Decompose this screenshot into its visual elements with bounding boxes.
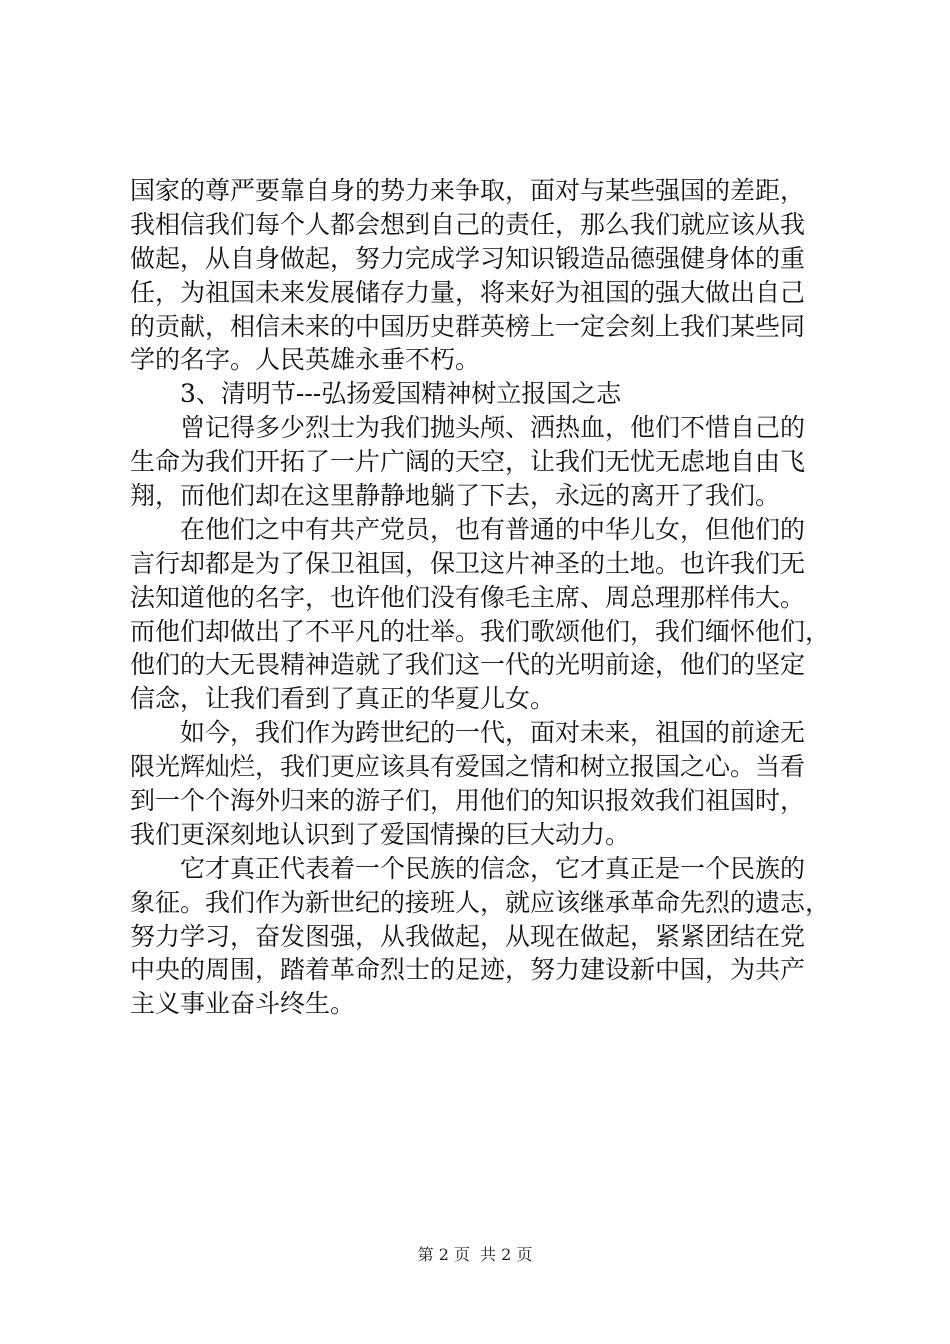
text-line: 做起，从自身做起，努力完成学习知识锻造品德强健身体的重 bbox=[130, 243, 806, 273]
text-line: 曾记得多少烈士为我们抛头颅、洒热血，他们不惜自己的 bbox=[180, 413, 806, 443]
text-line: 国家的尊严要靠自身的势力来争取，面对与某些强国的差距， bbox=[130, 176, 806, 205]
text-line: 主义事业奋斗终生。 bbox=[130, 989, 356, 1019]
text-line: 生命为我们开拓了一片广阔的天空，让我们无忧无虑地自由飞 bbox=[130, 447, 806, 477]
text-line: 如今，我们作为跨世纪的一代，面对未来，祖国的前途无 bbox=[180, 718, 806, 748]
text-line: 象征。我们作为新世纪的接班人，就应该继承革命先烈的遗志， bbox=[130, 887, 831, 917]
text-line: 限光辉灿烂，我们更应该具有爱国之情和树立报国之心。当看 bbox=[130, 752, 806, 782]
text-line: 我相信我们每个人都会想到自己的责任，那么我们就应该从我 bbox=[130, 209, 806, 239]
page-footer bbox=[0, 1243, 950, 1267]
page-number: 第 2 页 bbox=[417, 1245, 470, 1264]
text-line: 努力学习，奋发图强，从我做起，从现在做起，紧紧团结在党 bbox=[130, 921, 806, 951]
page-total: 共 2 页 bbox=[480, 1245, 533, 1264]
text-line: 信念，让我们看到了真正的华夏儿女。 bbox=[130, 684, 556, 714]
text-line: 3、清明节---弘扬爱国精神树立报国之志 bbox=[180, 379, 622, 409]
text-line: 我们更深刻地认识到了爱国情操的巨大动力。 bbox=[130, 819, 631, 849]
text-line: 的贡献，相信未来的中国历史群英榜上一定会刻上我们某些同 bbox=[130, 311, 806, 341]
text-line: 言行却都是为了保卫祖国，保卫这片神圣的土地。也许我们无 bbox=[130, 548, 806, 578]
text-line: 法知道他的名字，也许他们没有像毛主席、周总理那样伟大。 bbox=[130, 582, 806, 612]
document-body bbox=[130, 174, 830, 1021]
text-line: 翔，而他们却在这里静静地躺了下去，永远的离开了我们。 bbox=[130, 481, 781, 511]
text-line: 中央的周围，踏着革命烈士的足迹，努力建设新中国，为共产 bbox=[130, 955, 806, 985]
text-line: 它才真正代表着一个民族的信念，它才真正是一个民族的 bbox=[180, 853, 806, 883]
text-line: 而他们却做出了不平凡的壮举。我们歌颂他们，我们缅怀他们， bbox=[130, 616, 831, 646]
text-line: 到一个个海外归来的游子们，用他们的知识报效我们祖国时， bbox=[130, 786, 806, 816]
text-line: 任，为祖国未来发展储存力量，将来好为祖国的强大做出自己 bbox=[130, 277, 806, 307]
text-line: 学的名字。人民英雄永垂不朽。 bbox=[130, 345, 481, 375]
text-line: 他们的大无畏精神造就了我们这一代的光明前途，他们的坚定 bbox=[130, 650, 806, 680]
text-line: 在他们之中有共产党员，也有普通的中华儿女，但他们的 bbox=[180, 514, 806, 544]
